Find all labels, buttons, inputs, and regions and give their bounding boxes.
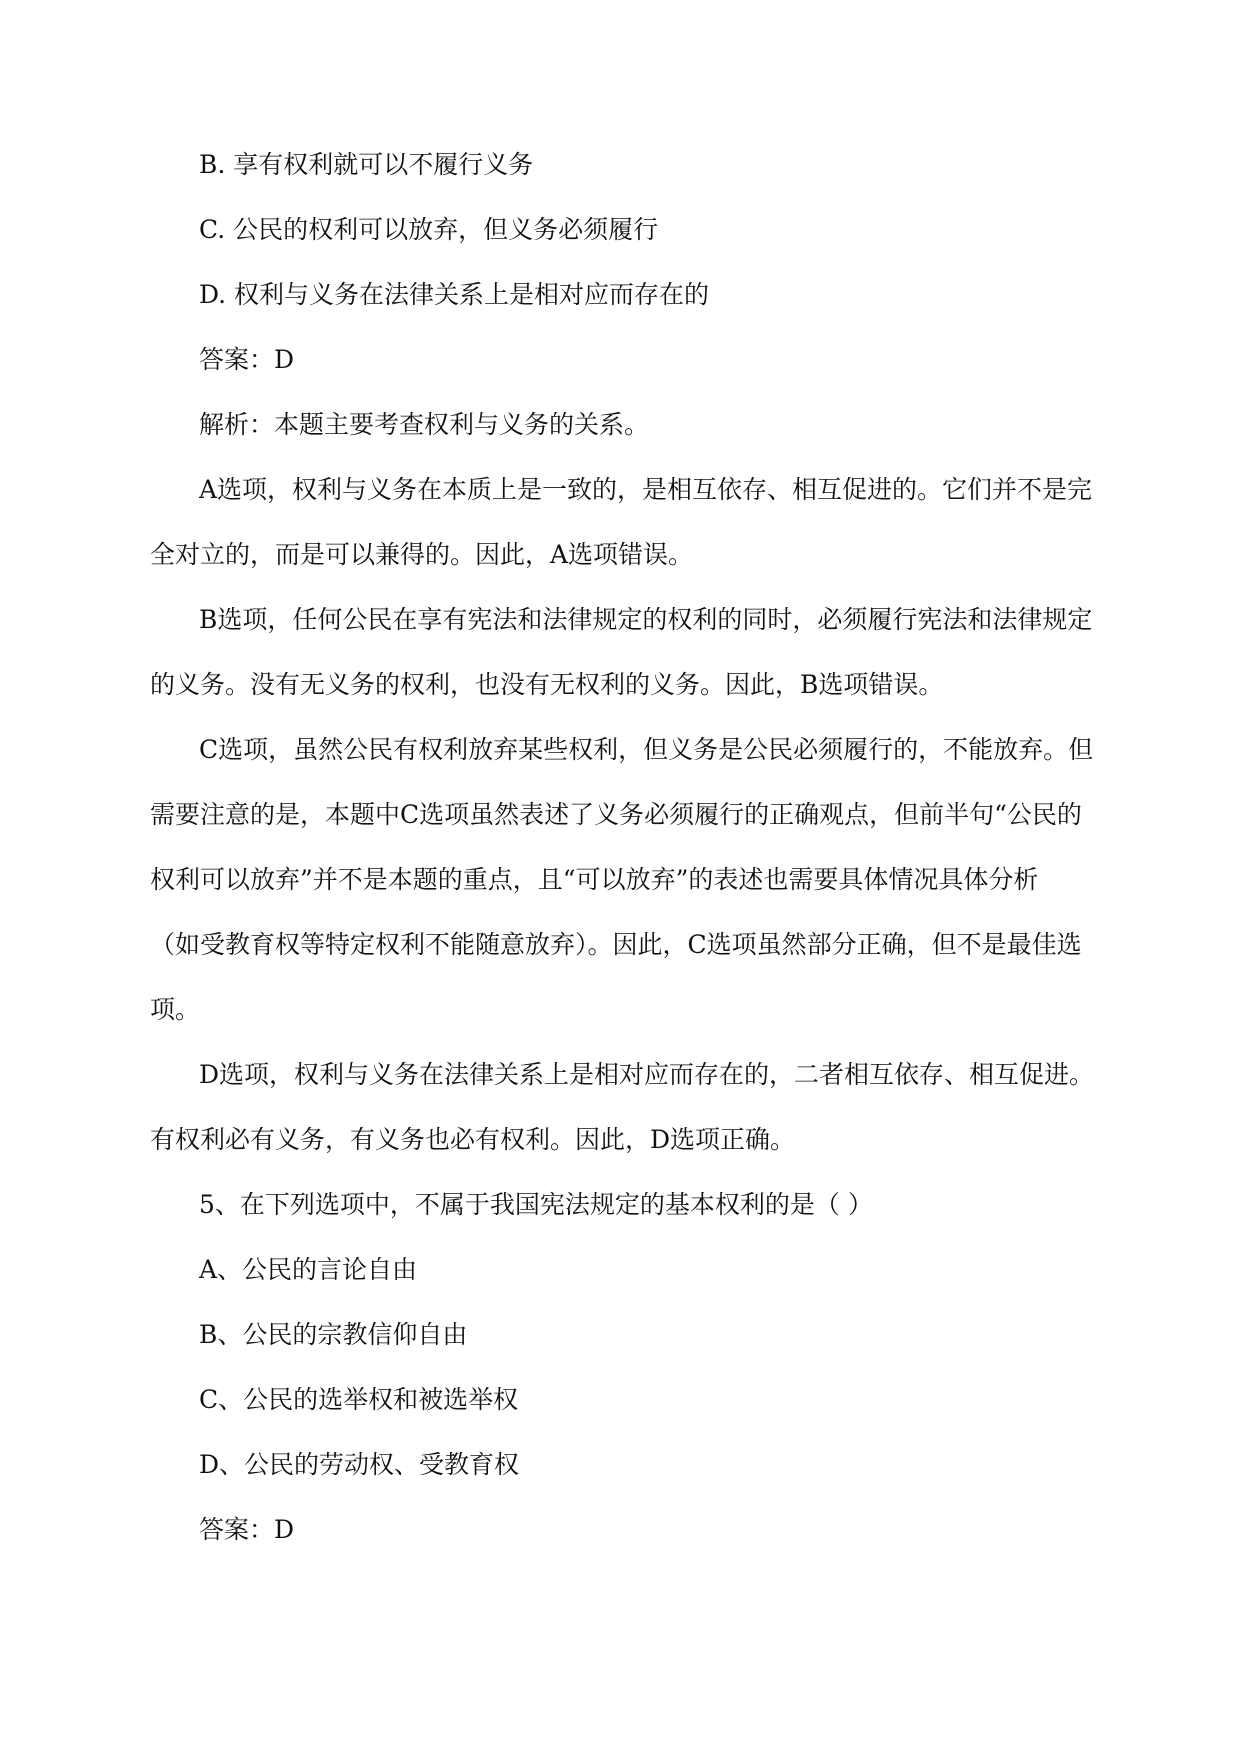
- q4-analysis-c-line-4: （如受教育权等特定权利不能随意放弃）。因此，C选项虽然部分正确，但不是最佳选: [150, 930, 1082, 959]
- q4-analysis-a-line-2: 全对立的，而是可以兼得的。因此，A选项错误。: [150, 540, 694, 569]
- q4-analysis-d-line-2: 有权利必有义务，有义务也必有权利。因此，D选项正确。: [150, 1125, 796, 1154]
- q4-option-d: D. 权利与义务在法律关系上是相对应而存在的: [199, 280, 710, 309]
- q5-option-d: D、公民的劳动权、受教育权: [199, 1450, 520, 1479]
- q4-analysis-c-line-3: 权利可以放弃”并不是本题的重点，且“可以放弃”的表述也需要具体情况具体分析: [150, 865, 1039, 894]
- q5-option-b: B、公民的宗教信仰自由: [199, 1320, 468, 1349]
- q4-analysis-c-line-2: 需要注意的是，本题中C选项虽然表述了义务必须履行的正确观点，但前半句“公民的: [150, 800, 1082, 829]
- q5-answer: 答案：D: [199, 1515, 295, 1544]
- q4-answer: 答案：D: [199, 345, 295, 374]
- q5-option-a: A、公民的言论自由: [199, 1255, 418, 1284]
- q4-analysis-b-line-2: 的义务。没有无义务的权利，也没有无权利的义务。因此，B选项错误。: [150, 670, 944, 699]
- q4-analysis-a-line-1: A选项，权利与义务在本质上是一致的，是相互依存、相互促进的。它们并不是完: [199, 475, 1093, 504]
- q5-question: 5、在下列选项中，不属于我国宪法规定的基本权利的是（ ）: [199, 1190, 873, 1219]
- q4-analysis-c-line-1: C选项，虽然公民有权利放弃某些权利，但义务是公民必须履行的，不能放弃。但: [199, 735, 1094, 764]
- q4-analysis-c-line-5: 项。: [150, 995, 201, 1024]
- q4-analysis-intro: 解析：本题主要考查权利与义务的关系。: [199, 410, 650, 439]
- q5-option-c: C、公民的选举权和被选举权: [199, 1385, 519, 1414]
- q4-option-b: B. 享有权利就可以不履行义务: [199, 150, 534, 179]
- q4-analysis-d-line-1: D选项，权利与义务在法律关系上是相对应而存在的，二者相互依存、相互促进。: [199, 1060, 1095, 1089]
- q4-option-c: C. 公民的权利可以放弃，但义务必须履行: [199, 215, 659, 244]
- q4-analysis-b-line-1: B选项，任何公民在享有宪法和法律规定的权利的同时，必须履行宪法和法律规定: [199, 605, 1093, 634]
